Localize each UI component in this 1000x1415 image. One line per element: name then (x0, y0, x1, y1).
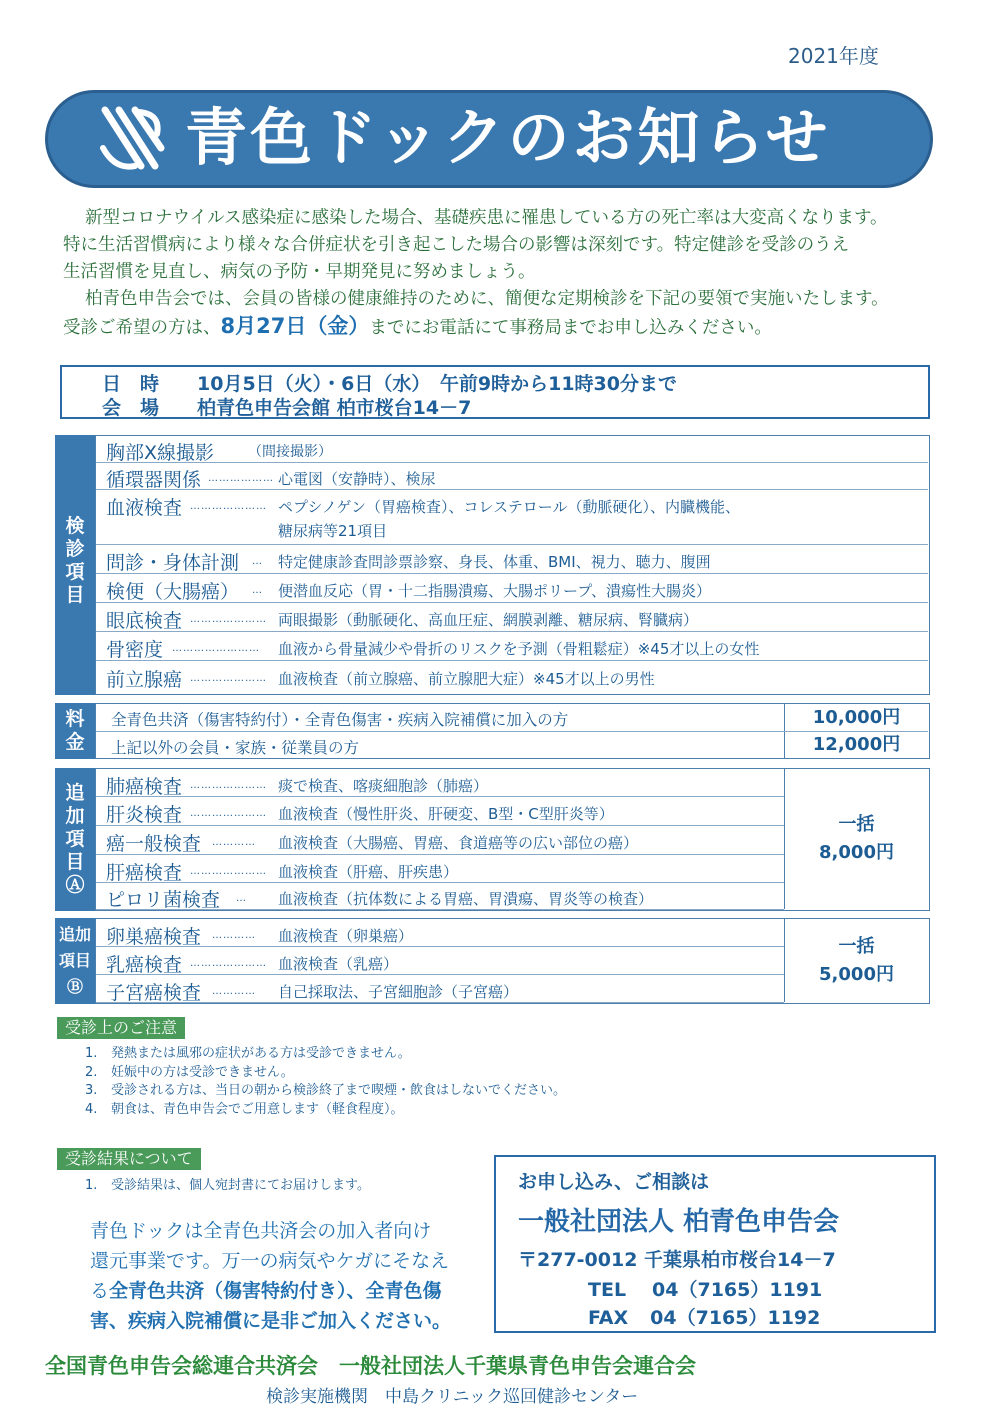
fee-price: 12,000円 (784, 732, 928, 758)
additional-a-label: 肺癌検査 (106, 776, 183, 798)
additional-b-label: 卵巣癌検査 (106, 926, 202, 948)
intro-line-1: 新型コロナウイルス感染症に感染した場合、基礎疾患に罹患している方の死亡率は大変高くなります。 (85, 208, 888, 228)
additional-a-row (96, 883, 784, 910)
fiscal-year: 2021年度 (788, 44, 879, 68)
exam-row (96, 632, 928, 661)
promo-line-1: 青色ドックは全青色共済会の加入者向け (90, 1220, 432, 1242)
exam-items-table (95, 435, 930, 695)
exam-desc: 特定健康診査問診票診察、身長、体重、BMI、視力、聴力、腹囲 (278, 553, 711, 571)
additional-b-row (96, 947, 784, 975)
exam-label: 検便（大腸癌） (106, 581, 240, 603)
additional-b-row (96, 919, 784, 947)
exam-row (96, 463, 928, 490)
schedule-venue-row (102, 393, 471, 420)
additional-a-desc: 血液検査（肝癌、肝疾患） (278, 863, 459, 881)
results-heading: 受診結果について (57, 1148, 201, 1170)
additional-b-label: 乳癌検査 (106, 954, 183, 976)
exam-desc-continued: 糖尿病等21項目 (278, 522, 388, 540)
intro-line-2: 特に生活習慣病により様々な合併症状を引き起こした場合の影響は深刻です。特定健診を受診のうえ (63, 235, 850, 255)
venue-value: 柏青色申告会館 柏市桜台14－7 (197, 397, 472, 419)
leader-dots: ………………… (190, 866, 267, 877)
contact-heading: お申し込み、ご相談は (518, 1171, 710, 1193)
intro-line-5 (63, 313, 943, 342)
exam-label: 循環器関係 (106, 469, 202, 491)
schedule-box (60, 365, 930, 419)
promo-line-2: 還元事業です。万一の病気やケガにそなえ (90, 1250, 450, 1272)
leader-dots: ………………… (190, 673, 267, 684)
contact-fax: FAX 04（7165）1192 (588, 1307, 821, 1329)
list-item: 1. 受診結果は、個人宛封書にてお届けします。 (85, 1178, 370, 1193)
additional-a-label: ピロリ菌検査 (106, 889, 221, 911)
exam-row (96, 574, 928, 603)
leader-dots: ………………… (190, 808, 267, 819)
leader-dots: ……………… (208, 473, 274, 484)
exam-desc: ペプシノゲン（胃癌検査）、コレステロール（動脈硬化）、内臓機能、 (278, 498, 741, 516)
list-item: 3. 受診される方は、当日の朝から検診終了まで喫煙・飲食はしないでください。 (85, 1083, 567, 1098)
additional-b-price (784, 919, 928, 1002)
additional-b-row (96, 975, 784, 1003)
additional-a-row (96, 855, 784, 883)
additional-a-price-label: 一括 (838, 814, 875, 835)
fee-label: 上記以外の会員・家族・従業員の方 (111, 739, 360, 757)
fees-table (95, 703, 930, 759)
intro-line-3: 生活習慣を見直し、病気の予防・早期発見に努めましょう。 (63, 262, 536, 282)
exam-label: 前立腺癌 (106, 669, 183, 691)
application-deadline: 8月27日（金） (220, 314, 370, 338)
venue-label: 会 場 (102, 397, 160, 419)
promo-text (90, 1216, 480, 1336)
exam-row (96, 603, 928, 632)
exam-desc: 両眼撮影（動脈硬化、高血圧症、網膜剥離、糖尿病、腎臓病） (278, 611, 699, 629)
additional-a-desc: 血液検査（大腸癌、胃癌、食道癌等の広い部位の癌） (278, 834, 639, 852)
exam-row (96, 490, 928, 545)
additional-b-desc: 自己採取法、子宮細胞診（子宮癌） (278, 983, 519, 1001)
leader-dots: … (252, 585, 263, 596)
additional-a-table (95, 768, 930, 911)
leader-dots: ………… (212, 986, 256, 997)
fee-row (96, 704, 928, 732)
leader-dots: ………………… (190, 958, 267, 969)
additional-a-label: 肝炎検査 (106, 804, 183, 826)
list-item: 4. 朝食は、青色申告会でご用意します（軽食程度）。 (85, 1101, 404, 1117)
leader-dots: ………………… (190, 614, 267, 625)
leader-dots: …………………… (172, 643, 260, 654)
leader-dots: … (236, 893, 247, 904)
intro-line-4: 柏青色申告会では、会員の皆様の健康維持のために、簡便な定期検診を下記の要領で実施いたします。 (85, 289, 889, 309)
exam-row (96, 661, 928, 693)
notes-list (85, 1045, 566, 1119)
date-label: 日 時 (102, 373, 160, 395)
additional-b-table (95, 918, 930, 1004)
additional-a-desc: 血液検査（慢性肝炎、肝硬変、B型・C型肝炎等） (278, 805, 614, 823)
additional-a-price (784, 769, 928, 909)
contact-tel: TEL 04（7165）1191 (588, 1279, 823, 1301)
intro-text (63, 205, 943, 342)
contact-organization: 一般社団法人 柏青色申告会 (518, 1207, 840, 1237)
exam-label: 骨密度 (106, 639, 164, 661)
leader-dots: ………… (212, 930, 256, 941)
leader-dots: … (252, 556, 263, 567)
contact-box (494, 1155, 936, 1333)
exam-label: 血液検査 (106, 497, 183, 519)
exam-label: 胸部X線撮影 (106, 442, 215, 464)
list-item: 1. 発熱または風邪の症状がある方は受診できません。 (85, 1046, 411, 1061)
exam-desc: 血液検査（前立腺癌、前立腺肥大症）※45才以上の男性 (278, 670, 655, 688)
schedule-date-row (102, 369, 677, 396)
exam-label: 眼底検査 (106, 610, 183, 632)
additional-a-desc: 血液検査（抗体数による胃癌、胃潰瘍、胃炎等の検査） (278, 890, 654, 908)
fee-price: 10,000円 (784, 704, 928, 731)
additional-b-price-label: 一括 (838, 936, 875, 957)
additional-a-label: 癌一般検査 (106, 833, 202, 855)
additional-a-row (96, 769, 784, 797)
intro-line-5-post: までにお電話にて事務局までお申し込みください。 (369, 318, 772, 338)
additional-b-label: 子宮癌検査 (106, 982, 202, 1004)
footer-exam-provider: 検診実施機関 中島クリニック巡回健診センター (266, 1387, 639, 1407)
exam-note: （間接撮影） (248, 444, 332, 460)
promo-line-4: 害、疾病入院補償に是非ご加入ください。 (90, 1310, 452, 1332)
exam-row (96, 436, 928, 463)
additional-b-side-label: 追加 項目 Ⓑ (55, 918, 95, 1004)
additional-a-price-value: 8,000円 (819, 842, 894, 863)
date-value: 10月5日（火）・6日（水） 午前9時から11時30分まで (197, 373, 677, 395)
leader-dots: ………………… (190, 780, 267, 791)
footer-organizations: 全国青色申告会総連合共済会 一般社団法人千葉県青色申告会連合会 (45, 1354, 696, 1378)
exam-row (96, 545, 928, 574)
additional-a-label: 肝癌検査 (106, 862, 183, 884)
additional-a-side-label: 追 加 項 目 Ⓐ (55, 768, 95, 911)
contact-address: 〒277-0012 千葉県柏市桜台14－7 (518, 1249, 836, 1271)
additional-b-desc: 血液検査（卵巣癌） (278, 927, 414, 945)
additional-a-desc: 痰で検査、喀痰細胞診（肺癌） (278, 777, 489, 795)
intro-line-5-pre: 受診ご希望の方は、 (63, 318, 221, 338)
leader-dots: ………………… (190, 501, 267, 512)
list-item: 2. 妊娠中の方は受診できません。 (85, 1064, 294, 1080)
fees-side-label: 料 金 (55, 703, 95, 759)
results-list (85, 1177, 370, 1196)
exam-label: 問診・身体計測 (106, 552, 240, 574)
association-logo-icon (95, 100, 171, 176)
leader-dots: ………… (212, 837, 256, 848)
exam-desc: 血液から骨量減少や骨折のリスクを予測（骨粗鬆症）※45才以上の女性 (278, 640, 760, 658)
fee-label: 全青色共済（傷害特約付）・全青色傷害・疾病入院補償に加入の方 (111, 711, 569, 729)
fee-row (96, 732, 928, 759)
exam-desc: 心電図（安静時）、検尿 (278, 470, 436, 488)
additional-b-price-value: 5,000円 (819, 964, 894, 985)
promo-line-3: る全青色共済（傷害特約付き）、全青色傷 (90, 1280, 442, 1302)
page-title: 青色ドックのお知らせ (185, 101, 831, 174)
additional-a-row (96, 826, 784, 855)
notes-heading: 受診上のご注意 (57, 1017, 185, 1039)
exam-desc: 便潜血反応（胃・十二指腸潰瘍、大腸ポリープ、潰瘍性大腸炎） (278, 582, 712, 600)
exam-items-side-label: 検 診 項 目 (55, 435, 95, 695)
additional-b-desc: 血液検査（乳癌） (278, 955, 399, 973)
additional-a-row (96, 797, 784, 826)
